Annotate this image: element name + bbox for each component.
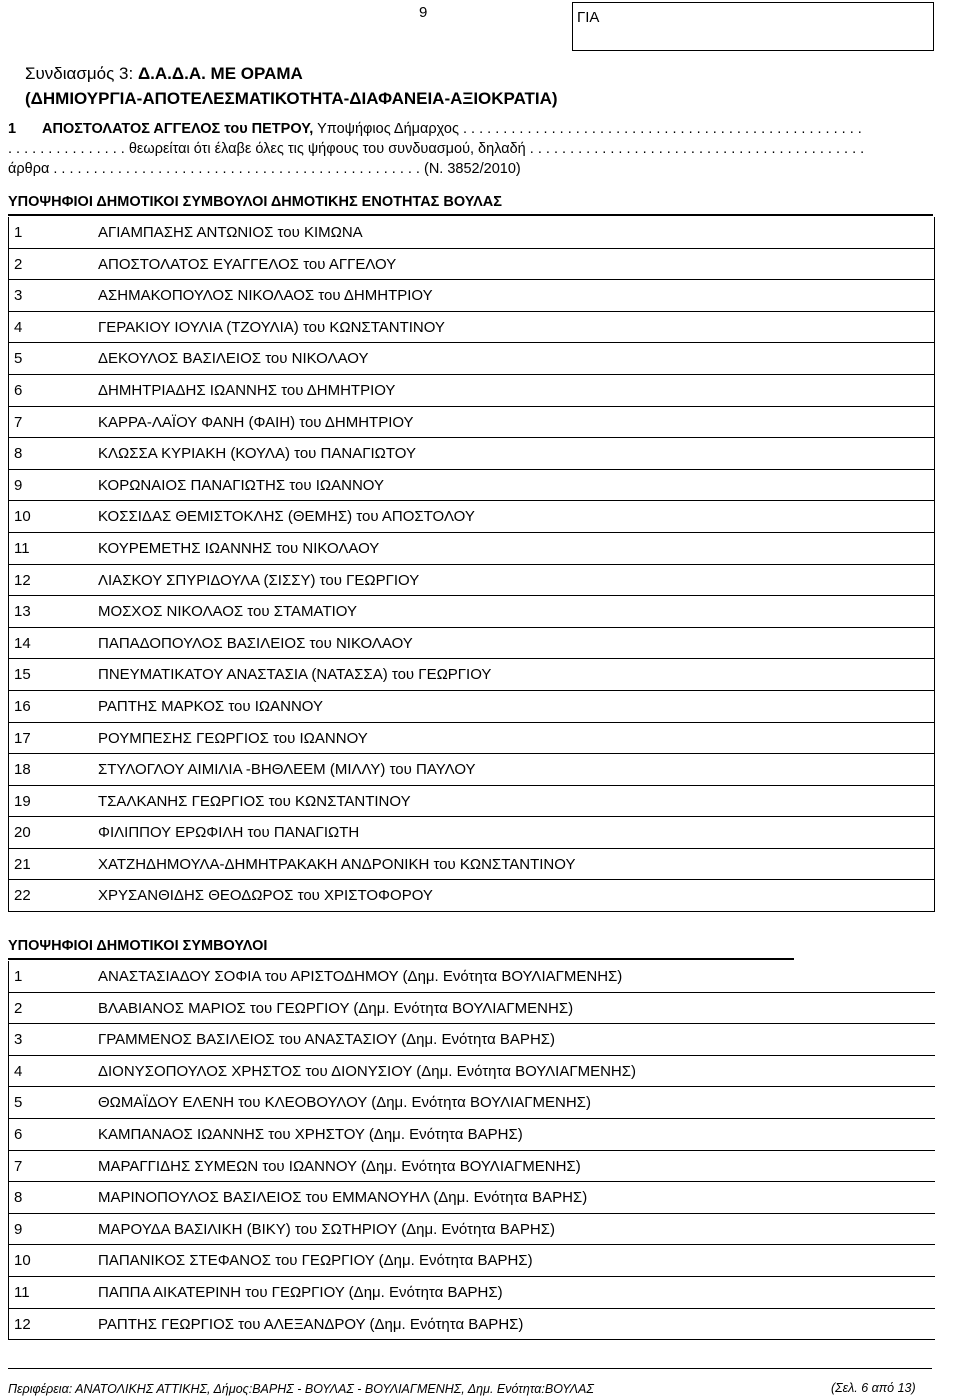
candidate-number: 5 <box>14 350 23 368</box>
candidate-row <box>8 1056 935 1088</box>
candidate-name: ΑΝΑΣΤΑΣΙΑΔΟΥ ΣΟΦΙΑ του ΑΡΙΣΤΟΔΗΜΟΥ (Δημ. Ενότητα ΒΟΥΛΙΑΓΜΕΝΗΣ) <box>98 968 623 985</box>
candidate-number: 5 <box>14 1094 23 1112</box>
candidate-row <box>8 596 935 628</box>
leader-dots: . . . . . . . . . . . . . . . . . . . . . . . . . . . . . . . . . . . . . . . . . . . . . . . . . . <box>458 121 862 137</box>
candidate-row <box>8 407 935 439</box>
candidate-name: ΚΟΥΡΕΜΕΤΗΣ ΙΩΑΝΝΗΣ του ΝΙΚΟΛΑΟΥ <box>98 539 380 557</box>
section-rule <box>8 214 933 216</box>
leader-dots: . . . . . . . . . . . . . . . . . . . . . . . . . . . . . . . . . . . . . . . . . . <box>525 141 865 157</box>
candidate-name: ΘΩΜΑΪΔΟΥ ΕΛΕΝΗ του ΚΛΕΟΒΟΥΛΟΥ (Δημ. Ενότητα ΒΟΥΛΙΑΓΜΕΝΗΣ) <box>98 1094 591 1112</box>
candidate-number: 10 <box>14 508 31 526</box>
page-number: 9 <box>419 4 428 21</box>
candidate-row <box>8 1245 935 1277</box>
candidate-row <box>8 723 935 755</box>
candidate-number: 7 <box>14 1157 23 1175</box>
candidate-row <box>8 1087 935 1119</box>
candidate-row <box>8 312 935 344</box>
candidate-row <box>8 754 935 786</box>
candidate-row <box>8 961 935 993</box>
candidate-number: 19 <box>14 792 31 810</box>
candidate-name: ΣΤΥΛΟΓΛΟΥ ΑΙΜΙΛΙΑ -ΒΗΘΛΕΕΜ (ΜΙΛΛΥ) του ΠΑΥΛΟΥ <box>98 761 476 779</box>
candidate-row <box>8 817 935 849</box>
candidate-row <box>8 993 935 1025</box>
candidate-number: 4 <box>14 1062 23 1080</box>
candidate-row <box>8 501 935 533</box>
mayor-votes-statement: θεωρείται ότι έλαβε όλες τις ψήφους του συνδυασμού, δηλαδή <box>128 141 526 157</box>
candidate-row <box>8 217 935 249</box>
candidate-name: ΜΑΡΙΝΟΠΟΥΛΟΣ ΒΑΣΙΛΕΙΟΣ του ΕΜΜΑΝΟΥΗΛ (Δημ. Ενότητα ΒΑΡΗΣ) <box>98 1189 588 1207</box>
candidate-row <box>8 470 935 502</box>
candidate-number: 15 <box>14 666 31 684</box>
candidate-number: 18 <box>14 761 31 779</box>
candidate-row <box>8 343 935 375</box>
candidate-name: ΠΑΠΑΝΙΚΟΣ ΣΤΕΦΑΝΟΣ του ΓΕΩΡΓΙΟΥ (Δημ. Ενότητα ΒΑΡΗΣ) <box>98 1252 533 1270</box>
candidate-name: ΚΑΜΠΑΝΑΟΣ ΙΩΑΝΝΗΣ του ΧΡΗΣΤΟΥ (Δημ. Ενότητα ΒΑΡΗΣ) <box>98 1125 523 1143</box>
candidate-name: ΒΛΑΒΙΑΝΟΣ ΜΑΡΙΟΣ του ΓΕΩΡΓΙΟΥ (Δημ. Ενότητα ΒΟΥΛΙΑΓΜΕΝΗΣ) <box>98 999 574 1017</box>
candidate-row <box>8 691 935 723</box>
leader-dots: . . . . . . . . . . . . . . . <box>8 141 129 157</box>
candidate-name: ΑΓΙΑΜΠΑΣΗΣ ΑΝΤΩΝΙΟΣ του ΚΙΜΩΝΑ <box>98 224 363 241</box>
mayor-role: Υποψήφιος Δήμαρχος <box>313 121 459 137</box>
candidate-number: 9 <box>14 476 23 494</box>
candidate-row <box>8 880 935 912</box>
candidate-name: ΜΑΡΟΥΔΑ ΒΑΣΙΛΙΚΗ (ΒΙΚΥ) του ΣΩΤΗΡΙΟΥ (Δημ. Ενότητα ΒΑΡΗΣ) <box>98 1220 555 1238</box>
candidate-row <box>8 628 935 660</box>
unit-section-title: ΥΠΟΨΗΦΙΟΙ ΔΗΜΟΤΙΚΟΙ ΣΥΜΒΟΥΛΟΙ ΔΗΜΟΤΙΚΗΣ ΕΝΟΤΗΤΑΣ ΒΟΥΛΑΣ <box>8 194 502 210</box>
candidate-row <box>8 280 935 312</box>
mayor-name: ΑΠΟΣΤΟΛΑΤΟΣ ΑΓΓΕΛΟΣ του ΠΕΤΡΟΥ, <box>42 121 314 137</box>
candidate-name: ΠΑΠΑΔΟΠΟΥΛΟΣ ΒΑΣΙΛΕΙΟΣ του ΝΙΚΟΛΑΟΥ <box>98 634 413 652</box>
candidate-row <box>8 438 935 470</box>
candidate-name: ΔΕΚΟΥΛΟΣ ΒΑΣΙΛΕΙΟΣ του ΝΙΚΟΛΑΟΥ <box>98 350 369 368</box>
unit-candidate-list <box>8 217 935 912</box>
candidate-number: 6 <box>14 381 23 399</box>
candidate-number: 17 <box>14 729 31 747</box>
candidate-row <box>8 659 935 691</box>
candidate-row <box>8 786 935 818</box>
candidate-number: 12 <box>14 1315 31 1333</box>
candidate-number: 20 <box>14 824 31 842</box>
candidate-name: ΠΑΠΠΑ ΑΙΚΑΤΕΡΙΝΗ του ΓΕΩΡΓΙΟΥ (Δημ. Ενότητα ΒΑΡΗΣ) <box>98 1283 503 1301</box>
mayor-line-2 <box>8 141 948 161</box>
coalition-motto: (ΔΗΜΙΟΥΡΓΙΑ-ΑΠΟΤΕΛΕΣΜΑΤΙΚΟΤΗΤΑ-ΔΙΑΦΑΝΕΙΑ-ΑΞΙΟΚΡΑΤΙΑ) <box>25 89 558 108</box>
candidate-name: ΛΙΑΣΚΟΥ ΣΠΥΡΙΔΟΥΛΑ (ΣΙΣΣΥ) του ΓΕΩΡΓΙΟΥ <box>98 571 420 589</box>
candidate-number: 8 <box>14 1189 23 1207</box>
candidate-name: ΚΛΩΣΣΑ ΚΥΡΙΑΚΗ (ΚΟΥΛΑ) του ΠΑΝΑΓΙΩΤΟΥ <box>98 445 416 463</box>
candidate-number: 1 <box>14 224 23 241</box>
council-candidate-list <box>8 961 935 1340</box>
candidate-row <box>8 565 935 597</box>
vote-count-box <box>572 2 934 51</box>
candidate-number: 4 <box>14 318 23 336</box>
candidate-row <box>8 375 935 407</box>
candidate-number: 6 <box>14 1125 23 1143</box>
candidate-number: 2 <box>14 999 23 1017</box>
candidate-name: ΓΕΡΑΚΙΟΥ ΙΟΥΛΙΑ (ΤΖΟΥΛΙΑ) του ΚΩΝΣΤΑΝΤΙΝΟΥ <box>98 318 445 336</box>
candidate-row <box>8 1024 935 1056</box>
candidate-row <box>8 849 935 881</box>
candidate-name: ΔΙΟΝΥΣΟΠΟΥΛΟΣ ΧΡΗΣΤΟΣ του ΔΙΟΝΥΣΙΟΥ (Δημ. Ενότητα ΒΟΥΛΙΑΓΜΕΝΗΣ) <box>98 1062 637 1080</box>
candidate-number: 7 <box>14 413 23 431</box>
candidate-row <box>8 1277 935 1309</box>
candidate-number: 10 <box>14 1252 31 1270</box>
candidate-name: ΡΑΠΤΗΣ ΓΕΩΡΓΙΟΣ του ΑΛΕΞΑΝΔΡΟΥ (Δημ. Ενότητα ΒΑΡΗΣ) <box>98 1315 524 1333</box>
candidate-name: ΠΝΕΥΜΑΤΙΚΑΤΟΥ ΑΝΑΣΤΑΣΙΑ (ΝΑΤΑΣΣΑ) του ΓΕΩΡΓΙΟΥ <box>98 666 492 684</box>
candidate-row <box>8 1151 935 1183</box>
candidate-number: 21 <box>14 855 31 873</box>
candidate-number: 22 <box>14 887 31 905</box>
coalition-title <box>25 64 303 84</box>
coalition-name: Δ.Α.Δ.Α. ΜΕ ΟΡΑΜΑ <box>137 64 303 83</box>
candidate-row <box>8 1119 935 1151</box>
candidate-name: ΦΙΛΙΠΠΟΥ ΕΡΩΦΙΛΗ του ΠΑΝΑΓΙΩΤΗ <box>98 824 360 842</box>
candidate-name: ΧΑΤΖΗΔΗΜΟΥΛΑ-ΔΗΜΗΤΡΑΚΑΚΗ ΑΝΔΡΟΝΙΚΗ του ΚΩΝΣΤΑΝΤΙΝΟΥ <box>98 855 576 873</box>
candidate-name: ΔΗΜΗΤΡΙΑΔΗΣ ΙΩΑΝΝΗΣ του ΔΗΜΗΤΡΙΟΥ <box>98 381 396 399</box>
candidate-name: ΚΟΣΣΙΔΑΣ ΘΕΜΙΣΤΟΚΛΗΣ (ΘΕΜΗΣ) του ΑΠΟΣΤΟΛΟΥ <box>98 508 475 526</box>
law-reference: (Ν. 3852/2010) <box>424 161 521 177</box>
coalition-prefix: Συνδιασμός 3: <box>25 64 138 83</box>
candidate-name: ΑΠΟΣΤΟΛΑΤΟΣ ΕΥΑΓΓΕΛΟΣ του ΑΓΓΕΛΟΥ <box>98 255 397 273</box>
mayor-number: 1 <box>8 121 17 137</box>
candidate-name: ΚΟΡΩΝΑΙΟΣ ΠΑΝΑΓΙΩΤΗΣ του ΙΩΑΝΝΟΥ <box>98 476 384 494</box>
candidate-number: 12 <box>14 571 31 589</box>
candidate-row <box>8 1182 935 1214</box>
mayor-line-3 <box>8 161 948 181</box>
candidate-number: 9 <box>14 1220 23 1238</box>
candidate-name: ΜΟΣΧΟΣ ΝΙΚΟΛΑΟΣ του ΣΤΑΜΑΤΙΟΥ <box>98 603 357 621</box>
candidate-number: 11 <box>14 539 30 557</box>
council-section-title: ΥΠΟΨΗΦΙΟΙ ΔΗΜΟΤΙΚΟΙ ΣΥΜΒΟΥΛΟΙ <box>8 938 268 954</box>
footer-region: Περιφέρεια: ΑΝΑΤΟΛΙΚΗΣ ΑΤΤΙΚΗΣ, Δήμος:ΒΑΡΗΣ - ΒΟΥΛΑΣ - ΒΟΥΛΙΑΓΜΕΝΗΣ, Δημ. Ενότητα:ΒΟΥΛΑΣ <box>8 1382 594 1396</box>
candidate-number: 13 <box>14 603 31 621</box>
candidate-name: ΤΣΑΛΚΑΝΗΣ ΓΕΩΡΓΙΟΣ του ΚΩΝΣΤΑΝΤΙΝΟΥ <box>98 792 411 810</box>
candidate-name: ΧΡΥΣΑΝΘΙΔΗΣ ΘΕΟΔΩΡΟΣ του ΧΡΙΣΤΟΦΟΡΟΥ <box>98 887 433 905</box>
candidate-name: ΓΡΑΜΜΕΝΟΣ ΒΑΣΙΛΕΙΟΣ του ΑΝΑΣΤΑΣΙΟΥ (Δημ. Ενότητα ΒΑΡΗΣ) <box>98 1031 556 1049</box>
candidate-number: 2 <box>14 255 23 273</box>
candidate-name: ΚΑΡΡΑ-ΛΑΪΟΥ ΦΑΝΗ (ΦΑΙΗ) του ΔΗΜΗΤΡΙΟΥ <box>98 413 414 431</box>
articles-label: άρθρα <box>8 161 50 177</box>
candidate-row <box>8 533 935 565</box>
vote-count-box-label: ΓΙΑ <box>577 9 600 26</box>
candidate-row <box>8 1214 935 1246</box>
candidate-number: 1 <box>14 968 23 985</box>
candidate-number: 3 <box>14 287 23 305</box>
candidate-name: ΡΟΥΜΠΕΣΗΣ ΓΕΩΡΓΙΟΣ του ΙΩΑΝΝΟΥ <box>98 729 368 747</box>
candidate-number: 16 <box>14 697 31 715</box>
candidate-name: ΑΣΗΜΑΚΟΠΟΥΛΟΣ ΝΙΚΟΛΑΟΣ του ΔΗΜΗΤΡΙΟΥ <box>98 287 433 305</box>
candidate-row <box>8 249 935 281</box>
section-rule <box>8 958 794 960</box>
candidate-number: 14 <box>14 634 31 652</box>
candidate-row <box>8 1309 935 1341</box>
leader-dots: . . . . . . . . . . . . . . . . . . . . . . . . . . . . . . . . . . . . . . . . . . . . . . <box>49 161 424 177</box>
footer-page-indicator: (Σελ. 6 από 13) <box>831 1381 916 1395</box>
candidate-name: ΜΑΡΑΓΓΙΔΗΣ ΣΥΜΕΩΝ του ΙΩΑΝΝΟΥ (Δημ. Ενότητα ΒΟΥΛΙΑΓΜΕΝΗΣ) <box>98 1157 581 1175</box>
mayor-line-1 <box>8 121 948 141</box>
footer-rule <box>8 1368 932 1369</box>
candidate-name: ΡΑΠΤΗΣ ΜΑΡΚΟΣ του ΙΩΑΝΝΟΥ <box>98 697 323 715</box>
candidate-number: 11 <box>14 1283 30 1301</box>
candidate-number: 3 <box>14 1031 23 1049</box>
candidate-number: 8 <box>14 445 23 463</box>
